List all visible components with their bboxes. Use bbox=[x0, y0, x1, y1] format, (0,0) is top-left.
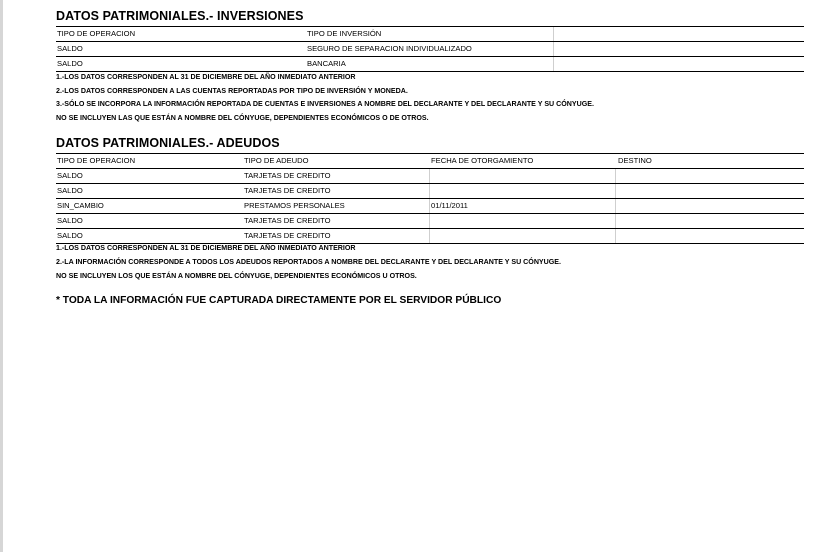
adeudos-cell-tipo-operacion: SALDO bbox=[57, 231, 83, 240]
adeudos-cell-tipo-operacion: SIN_CAMBIO bbox=[57, 201, 104, 210]
adeudos-cell-tipo-operacion: SALDO bbox=[57, 171, 83, 180]
adeudos-note-2: 2.-LA INFORMACIÓN CORRESPONDE A TODOS LOS ADEUDOS REPORTADOS A NOMBRE DEL DECLARANTE Y DEL DECLARANTE Y SU CÓNYUGE. bbox=[56, 258, 562, 266]
inversiones-header-row bbox=[56, 26, 804, 42]
inversiones-title: DATOS PATRIMONIALES.- INVERSIONES bbox=[56, 9, 304, 23]
inversiones-table bbox=[56, 26, 804, 72]
adeudos-header-destino: DESTINO bbox=[618, 156, 652, 165]
adeudos-cell-tipo-adeudo: TARJETAS DE CREDITO bbox=[244, 216, 331, 225]
column-divider bbox=[429, 199, 430, 213]
inversiones-cell-tipo-operacion: SALDO bbox=[57, 44, 83, 53]
column-divider bbox=[429, 184, 430, 198]
adeudos-cell-fecha: 01/11/2011 bbox=[431, 201, 468, 210]
inversiones-header-tipo-operacion: TIPO DE OPERACION bbox=[57, 29, 136, 38]
column-divider bbox=[429, 229, 430, 243]
adeudos-cell-tipo-operacion: SALDO bbox=[57, 186, 83, 195]
column-divider bbox=[429, 169, 430, 183]
column-divider bbox=[615, 214, 616, 228]
adeudos-table bbox=[56, 153, 804, 244]
inversiones-cell-tipo-inversion: BANCARIA bbox=[307, 59, 346, 68]
table-row bbox=[56, 229, 804, 244]
inversiones-note-4: NO SE INCLUYEN LAS QUE ESTÁN A NOMBRE DEL CÓNYUGE, DEPENDIENTES ECONÓMICOS O DE OTROS. bbox=[56, 114, 429, 122]
table-row bbox=[56, 57, 804, 72]
inversiones-note-2: 2.-LOS DATOS CORRESPONDEN A LAS CUENTAS REPORTADAS POR TIPO DE INVERSIÓN Y MONEDA. bbox=[56, 87, 408, 95]
adeudos-note-1: 1.-LOS DATOS CORRESPONDEN AL 31 DE DICIEMBRE DEL AÑO INMEDIATO ANTERIOR bbox=[56, 244, 356, 252]
column-divider bbox=[615, 169, 616, 183]
column-divider bbox=[615, 229, 616, 243]
column-divider bbox=[429, 214, 430, 228]
table-row bbox=[56, 169, 804, 184]
adeudos-cell-tipo-operacion: SALDO bbox=[57, 216, 83, 225]
adeudos-cell-tipo-adeudo: TARJETAS DE CREDITO bbox=[244, 231, 331, 240]
inversiones-header-tipo-inversion: TIPO DE INVERSIÓN bbox=[307, 29, 382, 38]
inversiones-cell-tipo-operacion: SALDO bbox=[57, 59, 83, 68]
inversiones-cell-tipo-inversion: SEGURO DE SEPARACION INDIVIDUALIZADO bbox=[307, 44, 472, 53]
footer-note: * TODA LA INFORMACIÓN FUE CAPTURADA DIRECTAMENTE POR EL SERVIDOR PÚBLICO bbox=[56, 295, 502, 306]
adeudos-note-3: NO SE INCLUYEN LOS QUE ESTÁN A NOMBRE DEL CÓNYUGE, DEPENDIENTES ECONÓMICOS U OTROS. bbox=[56, 272, 417, 280]
column-divider bbox=[615, 184, 616, 198]
adeudos-title: DATOS PATRIMONIALES.- ADEUDOS bbox=[56, 136, 280, 150]
table-row bbox=[56, 214, 804, 229]
adeudos-header-tipo-adeudo: TIPO DE ADEUDO bbox=[244, 156, 309, 165]
adeudos-cell-tipo-adeudo: PRESTAMOS PERSONALES bbox=[244, 201, 345, 210]
document-left-edge bbox=[0, 0, 3, 552]
table-row bbox=[56, 184, 804, 199]
table-row bbox=[56, 199, 804, 214]
table-row bbox=[56, 42, 804, 57]
adeudos-cell-tipo-adeudo: TARJETAS DE CREDITO bbox=[244, 186, 331, 195]
column-divider bbox=[553, 27, 554, 41]
adeudos-cell-tipo-adeudo: TARJETAS DE CREDITO bbox=[244, 171, 331, 180]
inversiones-note-1: 1.-LOS DATOS CORRESPONDEN AL 31 DE DICIEMBRE DEL AÑO INMEDIATO ANTERIOR bbox=[56, 73, 356, 81]
column-divider bbox=[553, 42, 554, 56]
adeudos-header-fecha: FECHA DE OTORGAMIENTO bbox=[431, 156, 534, 165]
inversiones-note-3: 3.-SÓLO SE INCORPORA LA INFORMACIÓN REPORTADA DE CUENTAS E INVERSIONES A NOMBRE DEL DECLARANTE Y DEL DECLARANTE Y SU CÓNYUGE. bbox=[56, 100, 594, 108]
adeudos-header-tipo-operacion: TIPO DE OPERACION bbox=[57, 156, 136, 165]
column-divider bbox=[553, 57, 554, 71]
column-divider bbox=[615, 199, 616, 213]
adeudos-header-row bbox=[56, 153, 804, 169]
